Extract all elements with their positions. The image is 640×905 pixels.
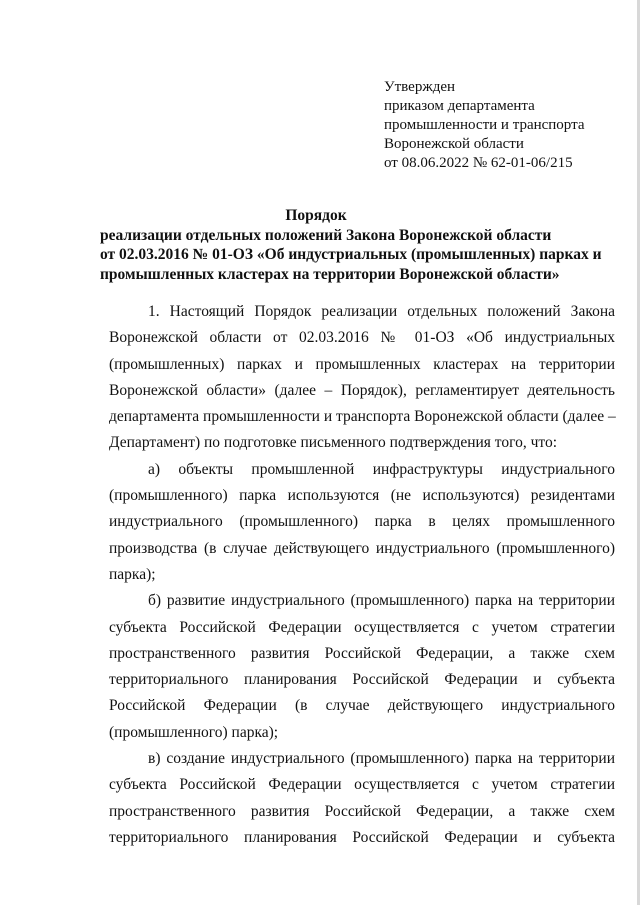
- document-title: [100, 206, 602, 284]
- paragraph-line: департамента промышленности и транспорта Воронежской области (далее –: [109, 408, 616, 426]
- approval-line: от 08.06.2022 № 62-01-06/215: [384, 155, 573, 171]
- paragraph-line: пространственного развития Российской Федерации, а также схем: [109, 644, 615, 662]
- paragraph-line: производства (в случае действующего индустриального (промышленного): [109, 539, 615, 557]
- paragraph-line: Воронежской области от 02.03.2016 № 01-ОЗ «Об индустриальных: [109, 329, 615, 347]
- title-line: реализации отдельных положений Закона Воронежской области: [100, 226, 552, 244]
- paragraph-line: субъекта Российской Федерации осуществляется с учетом стратегии: [109, 618, 615, 636]
- paragraph-line: парка);: [109, 565, 156, 583]
- approval-line: Воронежской области: [384, 136, 524, 152]
- approval-line: приказом департамента: [384, 98, 535, 114]
- paragraph-line: Воронежской области» (далее – Порядок), регламентирует деятельность: [109, 381, 615, 399]
- paragraph-line: б) развитие индустриального (промышленного) парка на территории: [148, 592, 615, 610]
- paragraph-line: субъекта Российской Федерации осуществляется с учетом стратегии: [109, 776, 615, 794]
- paragraph-line: 1. Настоящий Порядок реализации отдельных положений Закона: [148, 303, 615, 320]
- title-line: промышленных кластерах на территории Воронежской области»: [100, 265, 560, 283]
- document-body: [109, 299, 616, 851]
- paragraph-line: (промышленного) парка используются (не используются) резидентами: [109, 487, 615, 505]
- approval-line: промышленности и транспорта: [384, 117, 585, 133]
- title-line: Порядок: [285, 207, 347, 224]
- approval-stamp: [384, 78, 624, 173]
- title-line: от 02.03.2016 № 01-ОЗ «Об индустриальных (промышленных) парках и: [100, 246, 602, 263]
- paragraph-line: (промышленных) парках и промышленных кластерах на территории: [109, 355, 615, 373]
- paragraph-line: территориального планирования Российской Федерации и субъекта: [109, 671, 615, 689]
- paragraph-line: пространственного развития Российской Федерации, а также схем: [109, 802, 615, 820]
- paragraph-line: индустриального (промышленного) парка в целях промышленного: [109, 513, 615, 531]
- paragraph-line: (промышленного) парка);: [109, 723, 279, 741]
- paragraph-line: Российской Федерации (в случае действующего индустриального: [109, 697, 615, 715]
- approval-line: Утвержден: [384, 79, 456, 95]
- paragraph-line: Департамент) по подготовке письменного подтверждения того, что:: [109, 434, 558, 452]
- paragraph-line: в) создание индустриального (промышленного) парка на территории: [148, 750, 615, 768]
- paragraph-line: а) объекты промышленной инфраструктуры индустриального: [148, 460, 615, 478]
- paragraph-line: территориального планирования Российской Федерации и субъекта: [109, 828, 615, 846]
